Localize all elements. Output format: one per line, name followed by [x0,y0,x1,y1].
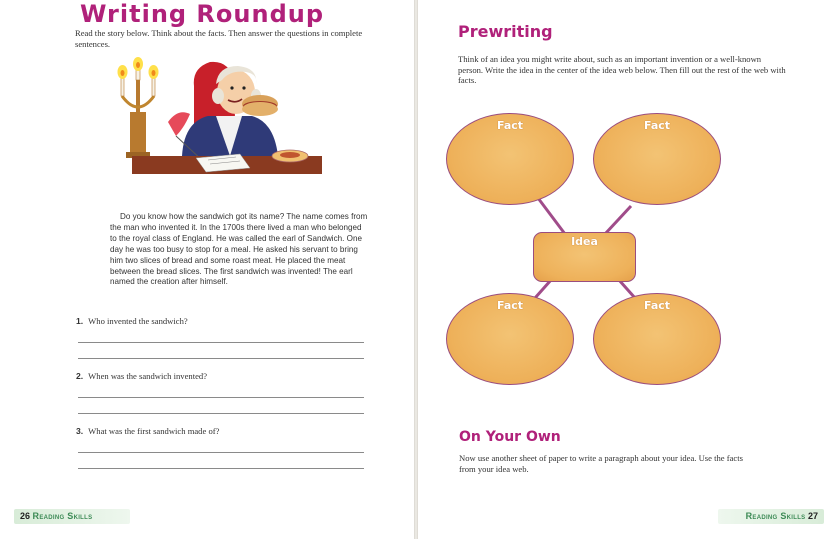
fact-label: Fact [643,299,671,312]
on-your-own-heading: On Your Own [459,429,561,445]
fact-oval-top-left[interactable] [446,113,574,205]
page-number: 27 [807,511,818,521]
left-page [0,0,414,539]
footer-section-name: Reading Skills [745,511,806,521]
prewriting-instructions: Think of an idea you might write about, such as an important invention or a well-known person. Write the idea in the center of the idea web below. Then fill out the rest of the web with facts. [458,54,786,85]
idea-box[interactable] [533,232,636,282]
fact-oval-top-right[interactable] [593,113,721,205]
page-number: 26 [20,511,31,521]
instructions: Read the story below. Think about the facts. Then answer the questions in complete sentences. [75,28,363,49]
question-text: What was the first sandwich made of? [88,426,220,436]
question-2 [76,371,207,381]
question-text: Who invented the sandwich? [88,316,188,326]
answer-line[interactable] [78,468,364,469]
on-your-own-instructions: Now use another sheet of paper to write a paragraph about your idea. Use the facts from your idea web. [459,453,743,474]
right-page [418,0,831,539]
answer-line[interactable] [78,413,364,414]
question-1 [76,316,188,326]
candelabra [118,57,159,158]
idea-label: Idea [571,235,598,248]
answer-line[interactable] [78,452,364,453]
question-text: When was the sandwich invented? [88,371,208,381]
sandwich-story: Do you know how the sandwich got its name? The name comes from the man who invented it. In the 1700s there lived a man who belonged to the royal class of England. He was called the earl of Sandwich. One day he was too busy to stop for a meal. He asked his servant to bring him two slices of bread and some roast meat. He placed the meat between the bread slices. The first sandwich was invented! The earl named the creation after himself. [110,212,368,287]
footer-section-name: Reading Skills [32,511,93,521]
quill-pen [168,112,190,136]
prewriting-heading: Prewriting [458,22,553,41]
fact-label: Fact [496,119,524,132]
fact-oval-bottom-right[interactable] [593,293,721,385]
sandwich [242,95,278,116]
question-3 [76,426,219,436]
fact-label: Fact [496,299,524,312]
fact-label: Fact [643,119,671,132]
page-footer-right [718,509,824,524]
question-number: 1. [76,316,84,326]
answer-line[interactable] [78,397,364,398]
answer-line[interactable] [78,342,364,343]
idea-web [443,108,753,400]
earl-of-sandwich-illustration [112,56,332,176]
page-footer-left [14,509,130,524]
page-title: Writing Roundup [80,0,325,28]
fact-oval-bottom-left[interactable] [446,293,574,385]
question-number: 2. [76,371,84,381]
question-number: 3. [76,426,84,436]
answer-line[interactable] [78,358,364,359]
